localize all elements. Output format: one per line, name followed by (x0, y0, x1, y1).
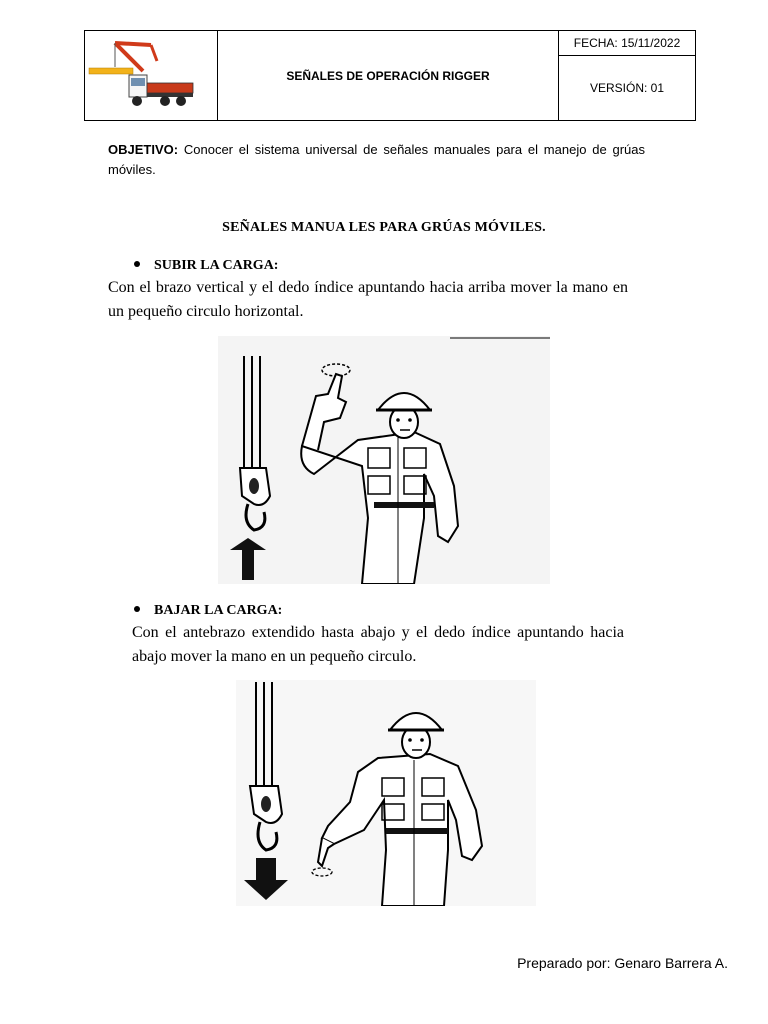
signal-1-heading (134, 258, 278, 274)
rigger-hoist-up-illustration (218, 336, 550, 584)
rigger-hoist-down-illustration (236, 680, 536, 906)
document-date: FECHA: 15/11/2022 (559, 31, 696, 56)
objective-label: OBJETIVO: (108, 142, 179, 157)
signal-1-title: SUBIR LA CARGA: (154, 258, 279, 273)
signal-2-heading (134, 603, 282, 619)
signal-2-description: Con el antebrazo extendido hasta abajo y el dedo índice apuntando hacia abajo mover la mano en un pequeño circulo. (132, 624, 624, 665)
signal-1-description: Con el brazo vertical y el dedo índice apuntando hacia arriba mover la mano en un pequeño circulo horizontal. (108, 279, 628, 320)
logo-cell (85, 31, 218, 121)
objective-text: Conocer el sistema universal de señales manuales para el manejo de grúas móviles. (108, 142, 645, 177)
section-title: SEÑALES MANUA LES PARA GRÚAS MÓVILES. (222, 220, 546, 235)
crane-truck-icon (85, 31, 215, 115)
signal-2-title: BAJAR LA CARGA: (154, 603, 283, 618)
document-version: VERSIÓN: 01 (559, 56, 696, 121)
bullet-icon (134, 606, 140, 612)
bullet-icon (134, 261, 140, 267)
objective-paragraph (108, 140, 645, 180)
prepared-by: Preparado por: Genaro Barrera A. (517, 955, 728, 971)
document-header (84, 30, 696, 121)
document-title: SEÑALES DE OPERACIÓN RIGGER (218, 31, 559, 121)
